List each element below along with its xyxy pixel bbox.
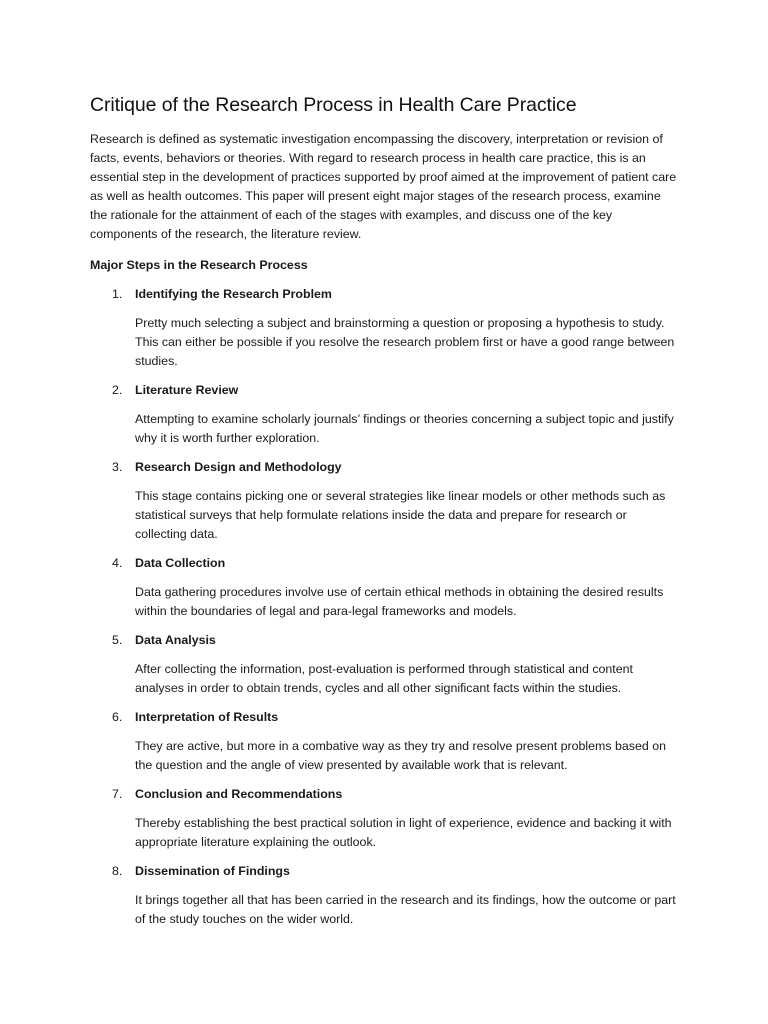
step-heading: Interpretation of Results xyxy=(135,710,279,724)
step-body: It brings together all that has been carried in the research and its findings, how the outcome or part of the study touches on the wider world. xyxy=(135,893,676,926)
list-item xyxy=(90,381,678,448)
step-body: This stage contains picking one or several strategies like linear models or other methods such as statistical surveys that help formulate relations inside the data and prepare for research or collecting data. xyxy=(135,489,666,541)
step-heading: Data Collection xyxy=(135,556,226,570)
step-body: Pretty much selecting a subject and brainstorming a question or proposing a hypothesis to study. This can either be possible if you resolve the research problem first or have a good range between studies. xyxy=(135,316,675,368)
intro-paragraph: Research is defined as systematic investigation encompassing the discovery, interpretation or revision of facts, events, behaviors or theories. With regard to research process in health care practice, this is an essential step in the development of practices supported by proof aimed at the improvement of patient care as well as health outcomes. This paper will present eight major stages of the research process, examine the rationale for the attainment of each of the stages with examples, and discuss one of the key components of the research, the literature review. xyxy=(90,132,677,241)
step-heading: Conclusion and Recommendations xyxy=(135,787,343,801)
step-number: 2. xyxy=(112,383,123,397)
step-number: 4. xyxy=(112,556,123,570)
step-body: After collecting the information, post-evaluation is performed through statistical and content analyses in order to obtain trends, cycles and all other significant facts within the studies. xyxy=(135,662,633,695)
list-item xyxy=(90,554,678,621)
list-item xyxy=(90,785,678,852)
step-heading: Research Design and Methodology xyxy=(135,460,342,474)
list-item xyxy=(90,285,678,371)
list-item xyxy=(90,862,678,929)
step-number: 3. xyxy=(112,460,123,474)
step-number: 7. xyxy=(112,787,123,801)
step-body: Attempting to examine scholarly journals’ findings or theories concerning a subject topic and justify why it is worth further exploration. xyxy=(135,412,674,445)
step-number: 8. xyxy=(112,864,123,878)
step-body: Thereby establishing the best practical solution in light of experience, evidence and backing it with appropriate literature explaining the outlook. xyxy=(135,816,672,849)
step-heading: Literature Review xyxy=(135,383,239,397)
document-title: Critique of the Research Process in Health Care Practice xyxy=(90,94,577,116)
step-number: 5. xyxy=(112,633,123,647)
list-item xyxy=(90,708,678,775)
step-number: 6. xyxy=(112,710,123,724)
step-body: They are active, but more in a combative way as they try and resolve present problems based on the question and the angle of view presented by available work that is relevant. xyxy=(135,739,667,772)
step-heading: Dissemination of Findings xyxy=(135,864,290,878)
step-heading: Data Analysis xyxy=(135,633,216,647)
step-heading: Identifying the Research Problem xyxy=(135,287,332,301)
step-number: 1. xyxy=(112,287,123,301)
section-heading: Major Steps in the Research Process xyxy=(90,258,308,272)
step-body: Data gathering procedures involve use of certain ethical methods in obtaining the desired results within the boundaries of legal and para-legal frameworks and models. xyxy=(135,585,664,618)
steps-list xyxy=(90,285,678,929)
list-item xyxy=(90,631,678,698)
list-item xyxy=(90,458,678,544)
